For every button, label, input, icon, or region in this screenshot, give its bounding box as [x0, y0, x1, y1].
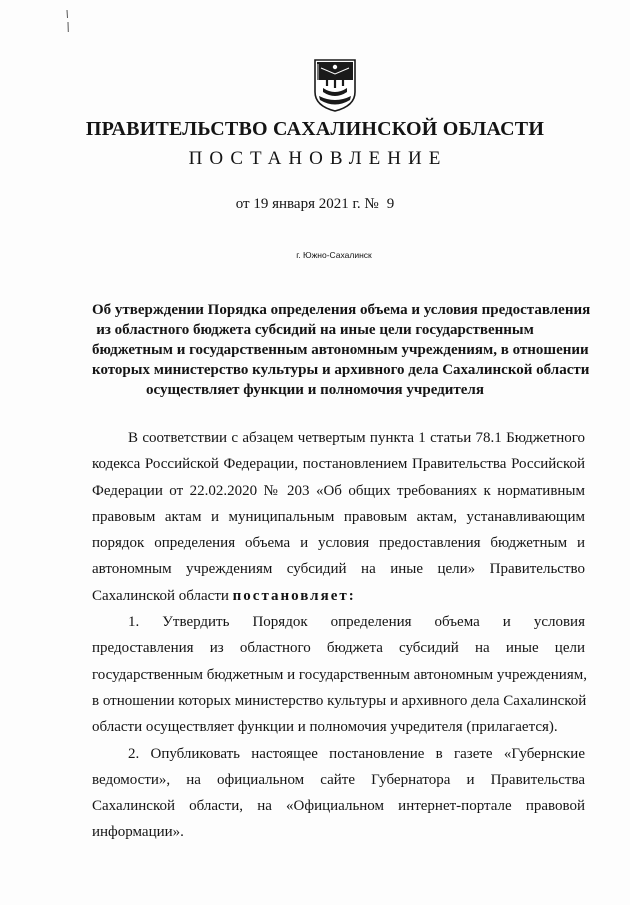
city-name: г. Южно-Сахалинск: [296, 250, 372, 260]
subject-line: Об утверждении Порядка определения объема и условия предоставления: [92, 302, 591, 318]
decree-word: постановляет:: [232, 587, 356, 604]
document-subject: [92, 300, 591, 400]
item-1-paragraph: [92, 609, 585, 740]
coat-of-arms-icon: [313, 58, 357, 112]
document-type-title: ПОСТАНОВЛЕНИЕ: [188, 148, 448, 169]
government-title: ПРАВИТЕЛЬСТВО САХАЛИНСКОЙ ОБЛАСТИ: [85, 118, 545, 140]
body-line: [92, 583, 585, 609]
item-2-paragraph: [92, 741, 585, 846]
document-date: от 19 января 2021 г. №: [235, 196, 379, 212]
date-and-number: [0, 196, 630, 213]
subject-line: бюджетным и государственным автономным учреждениям, в отношении: [92, 342, 589, 358]
subject-line: из областного бюджета субсидий на иные цели государственным: [96, 322, 534, 338]
body-line: в отношении которых министерство культуры и архивного дела Сахалинской: [92, 692, 587, 709]
body-line: правовым актам и муниципальным правовым актам, устанавливающим: [92, 508, 585, 525]
scan-artifact-mark: [66, 10, 69, 32]
body-line: автономным учреждениям субсидий на иные цели» Правительство: [92, 561, 585, 578]
body-line: 2. Опубликовать настоящее постановление в газете «Губернские: [128, 745, 585, 762]
body-line: кодекса Российской Федерации, постановлением Правительства Российской: [92, 456, 585, 473]
body-line: Сахалинской области, на «Официальном интернет-портале правовой: [92, 798, 585, 815]
body-text-fragment: Сахалинской области: [92, 587, 229, 604]
body-line: области осуществляет функции и полномочия учредителя (прилагается).: [92, 719, 558, 736]
body-line: информации».: [92, 824, 184, 841]
subject-line: которых министерство культуры и архивного дела Сахалинской области: [92, 362, 590, 378]
body-line: 1. Утвердить Порядок определения объема и условия: [128, 614, 585, 631]
body-line: ведомости», на официальном сайте Губернатора и Правительства: [92, 771, 585, 788]
subject-line: осуществляет функции и полномочия учредителя: [146, 382, 484, 398]
preamble-paragraph: [92, 425, 585, 609]
document-number: 9: [386, 196, 395, 212]
body-line: государственным бюджетным и государственным автономным учреждениям,: [92, 666, 587, 683]
body-line: Федерации от 22.02.2020 № 203 «Об общих требованиях к нормативным: [92, 482, 585, 499]
document-body: [92, 425, 585, 846]
body-line: В соответствии с абзацем четвертым пункта 1 статьи 78.1 Бюджетного: [128, 430, 585, 446]
body-line: порядок определения объема и условия предоставления бюджетным и: [92, 535, 585, 552]
body-line: предоставления из областного бюджета субсидий на иные цели: [92, 640, 585, 657]
